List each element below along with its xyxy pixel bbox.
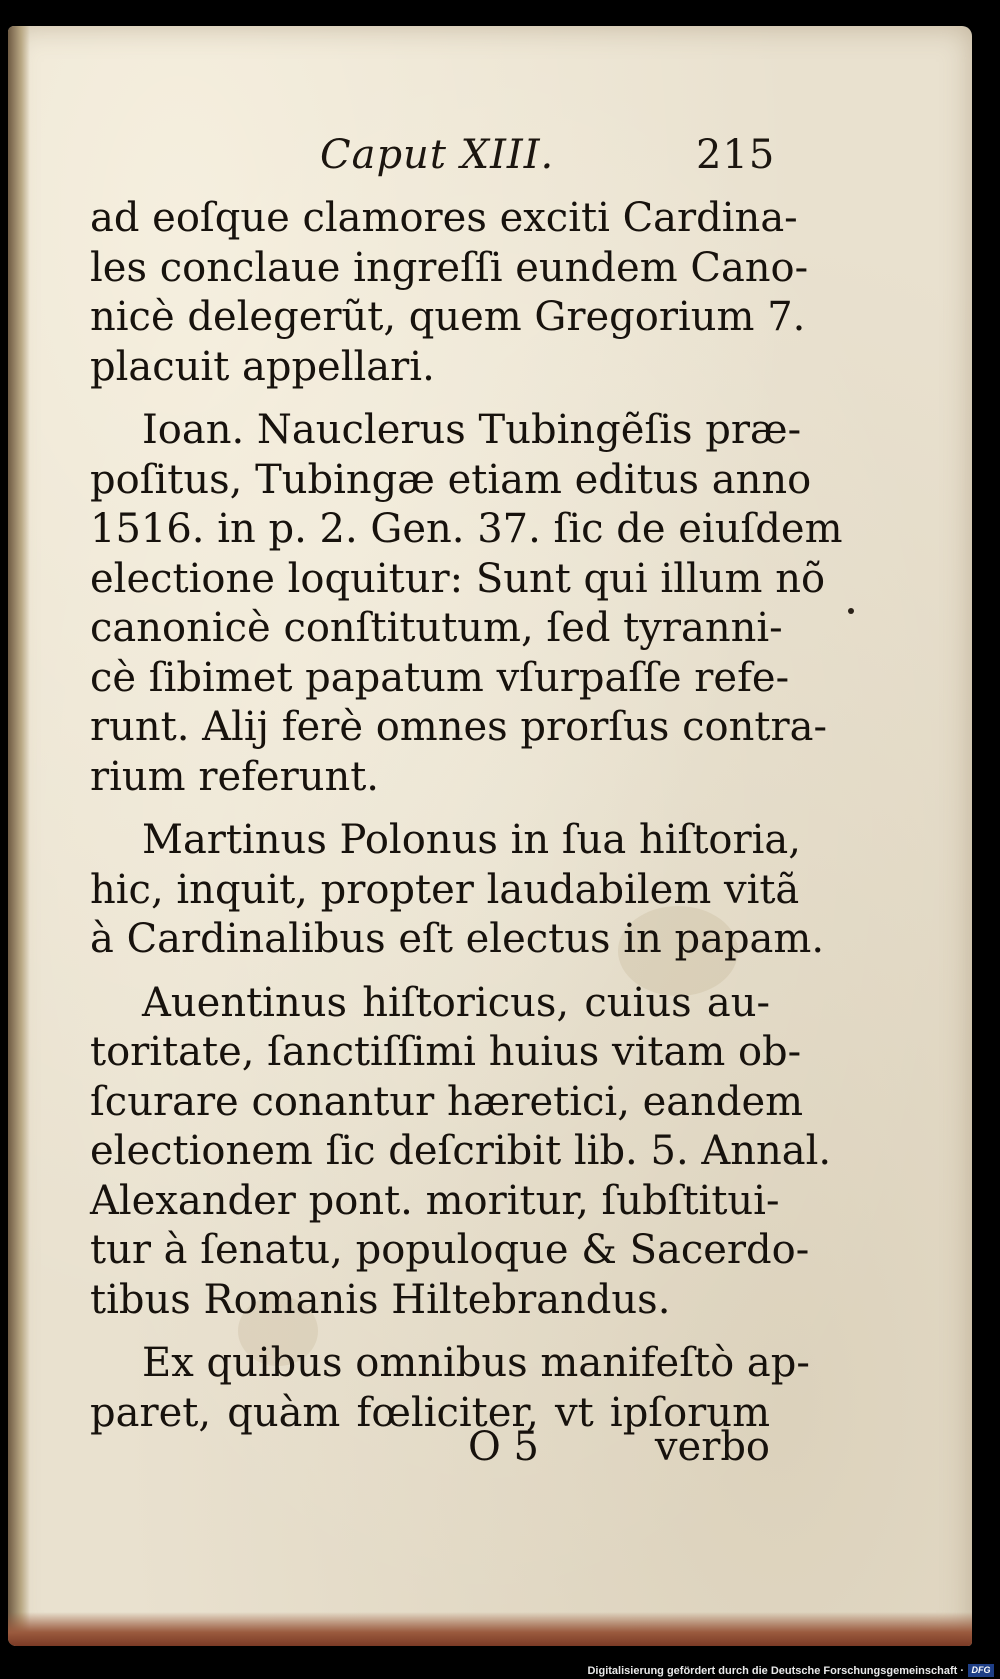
- text-line: les conclaue ingreſſi eundem Cano-: [90, 244, 809, 291]
- text-line: placuit appellari.: [90, 343, 435, 390]
- ink-speck: [848, 608, 854, 614]
- text-line: ſcurare conantur hæretici, eandem: [90, 1078, 804, 1125]
- running-title: Caput XIII.: [320, 132, 555, 178]
- text-line: nicè delegerũt, quem Gregorium 7.: [90, 294, 806, 340]
- paragraph-gap: [90, 802, 770, 816]
- paragraph-gap: [90, 1325, 770, 1339]
- text-line: 1516. in p. 2. Gen. 37. ſic de eiuſdem: [90, 506, 843, 552]
- text-line: electione loquitur: Sunt qui illum nõ: [90, 555, 826, 602]
- text-line: tibus Romanis Hiltebrandus.: [90, 1276, 671, 1323]
- text-line: Alexander pont. moritur, ſubſtitui-: [90, 1177, 780, 1224]
- catchword: verbo: [654, 1424, 770, 1470]
- text-line: Ioan. Nauclerus Tubingẽſis præ-: [142, 407, 802, 453]
- text-line: runt. Alij ferè omnes prorſus contra-: [90, 704, 827, 750]
- body-text: [90, 194, 843, 1438]
- page-number: 215: [696, 132, 776, 178]
- text-line: à Cardinalibus eſt electus in papam.: [90, 916, 825, 962]
- text-line: ad eoſque clamores exciti Cardina-: [90, 195, 798, 241]
- page-footer: [90, 1424, 770, 1474]
- text-line: cè ſibimet papatum vſurpaſſe refe-: [90, 654, 790, 701]
- text-line: paret, quàm fœliciter, vt ipſorum: [90, 1389, 770, 1436]
- paragraph-gap: [90, 392, 770, 406]
- paragraph: [90, 194, 809, 392]
- text-line: Ex quibus omnibus manifeſtò ap-: [142, 1340, 810, 1386]
- text-line: Martinus Polonus in ſua hiſtoria,: [142, 817, 801, 863]
- paragraph: [90, 816, 825, 965]
- dfg-logo: DFG: [968, 1664, 994, 1677]
- page-bottom-edge: [8, 1612, 972, 1646]
- paragraph: [90, 406, 843, 802]
- paragraph: [90, 979, 832, 1326]
- running-head: [8, 132, 972, 188]
- paragraph-gap: [90, 965, 770, 979]
- text-line: hic, inquit, propter laudabilem vitã: [90, 866, 800, 913]
- book-page: [8, 26, 972, 1646]
- text-line: electionem ſic deſcribit lib. 5. Annal.: [90, 1128, 832, 1174]
- text-line: toritate, ſanctiſſimi huius vitam ob-: [90, 1029, 802, 1075]
- signature-mark: O 5: [468, 1424, 539, 1470]
- text-line: canonicè conſtitutum, ſed tyranni-: [90, 605, 783, 651]
- text-line: Auentinus hiſtoricus, cuius au-: [142, 979, 770, 1026]
- page-spine-edge: [8, 26, 30, 1646]
- digitization-credit: Digitalisierung gefördert durch die Deutsche Forschungsgemeinschaft ·: [587, 1665, 964, 1677]
- text-line: tur à ſenatu, populoque & Sacerdo-: [90, 1227, 810, 1273]
- digitization-credit-bar: [0, 1661, 1000, 1679]
- text-line: rium referunt.: [90, 753, 380, 800]
- text-line: poſitus, Tubingæ etiam editus anno: [90, 456, 812, 503]
